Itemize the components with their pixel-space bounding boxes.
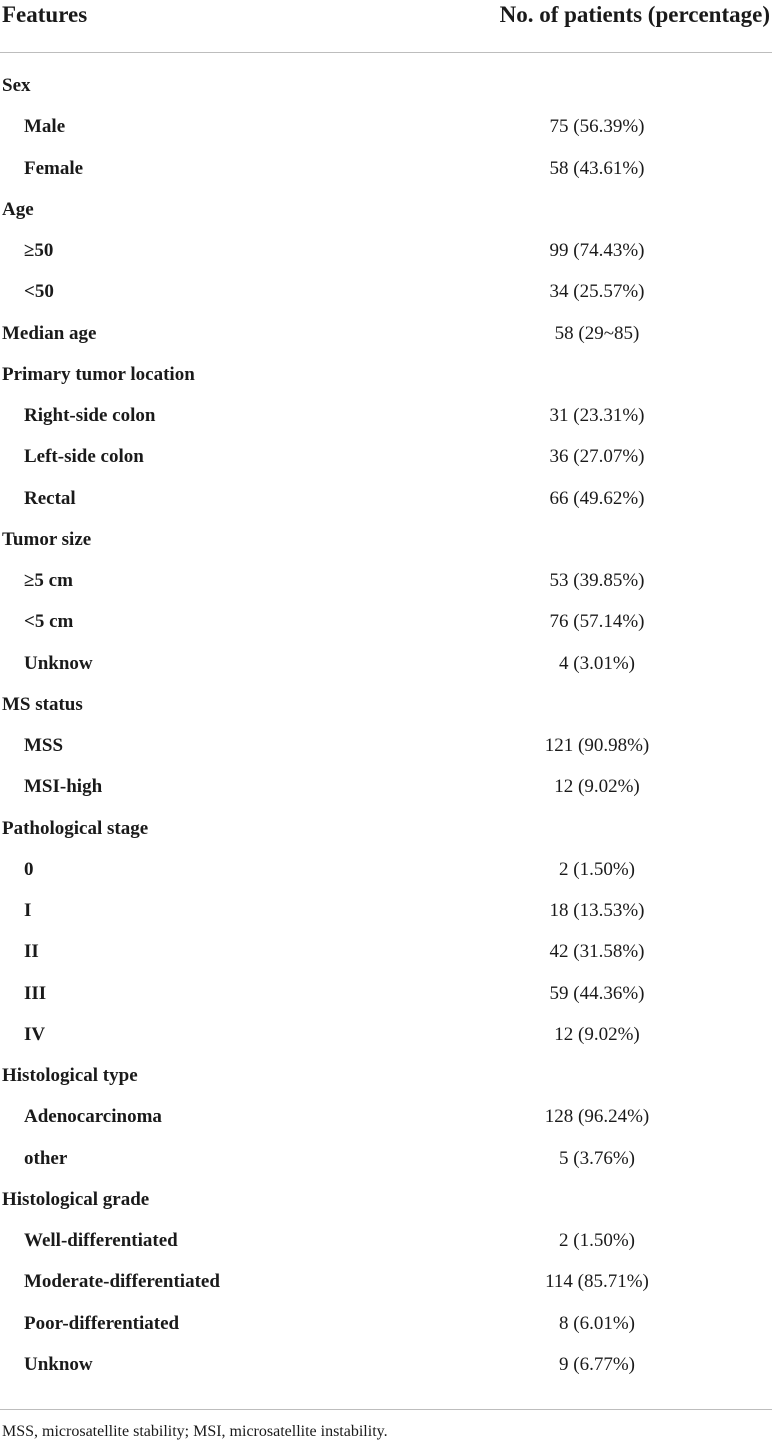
table-row [0,891,772,932]
row-label: Adenocarcinoma [24,1106,162,1128]
row-label: Well-differentiated [24,1230,178,1251]
group-label: Histological type [2,1065,138,1086]
row-value: 114 (85.71%) [545,1271,649,1293]
table-row [0,437,772,478]
row-label: Right-side colon [24,405,156,426]
patients-column-header: No. of patients (percentage) [499,2,770,27]
row-label: Female [24,157,84,179]
row-label: Male [24,116,66,138]
row-value: 53 (39.85%) [549,570,645,591]
table-row [0,1139,772,1180]
row-label: Rectal [24,487,76,509]
features-column-header: Features [2,2,88,27]
row-value: 58 (43.61%) [549,157,645,179]
table-group-row [0,66,772,107]
row-value: 2 (1.50%) [559,858,635,880]
row-value: 12 (9.02%) [554,776,640,798]
row-value: 66 (49.62%) [549,487,645,509]
table-row [0,1345,772,1386]
group-label: Age [2,198,34,220]
row-value: 9 (6.77%) [559,1353,635,1375]
row-value: 5 (3.76%) [559,1147,635,1169]
table-row [0,272,772,313]
row-value: 42 (31.58%) [549,941,645,963]
table-row [0,1015,772,1056]
table-row [0,149,772,190]
row-value: 59 (44.36%) [549,982,645,1004]
table-group-row [0,1180,772,1221]
row-value: 2 (1.50%) [559,1230,635,1251]
group-label: Histological grade [2,1188,150,1210]
group-label: Sex [2,75,31,96]
table-row [0,602,772,643]
row-value: 31 (23.31%) [549,405,645,426]
group-label: MS status [2,693,83,715]
table-group-row [0,355,772,396]
row-value: 58 (29~85) [554,322,640,344]
row-label: Unknow [24,1353,93,1375]
row-value: 8 (6.01%) [559,1312,635,1334]
table-row [0,107,772,148]
table-row [0,767,772,808]
table-row [0,850,772,891]
row-value: 4 (3.01%) [559,652,635,674]
row-label: other [24,1147,68,1169]
table-row [0,231,772,272]
row-label: IV [24,1023,46,1045]
table-row [0,396,772,437]
row-label: <50 [24,281,54,303]
row-label: Poor-differentiated [24,1312,180,1334]
row-value: 34 (25.57%) [549,281,645,303]
table-row [0,1221,772,1262]
row-label: ≥5 cm [24,570,73,591]
table-row [0,726,772,767]
table-row [0,561,772,602]
row-value: 121 (90.98%) [544,735,650,756]
row-label: I [24,900,32,921]
row-value: 128 (96.24%) [544,1106,650,1128]
table-group-row [0,520,772,561]
row-value: 18 (13.53%) [549,900,645,921]
row-value: 36 (27.07%) [549,446,645,468]
row-value: 75 (56.39%) [549,116,645,138]
table-row [0,1304,772,1345]
table-group-row [0,685,772,726]
group-label: Primary tumor location [2,363,195,385]
row-label: MSI-high [24,776,103,798]
table-header [0,0,772,53]
group-label: Pathological stage [2,817,149,839]
row-label: Moderate-differentiated [24,1271,220,1293]
row-label: Unknow [24,652,93,674]
table-row [0,1262,772,1303]
row-value: 76 (57.14%) [549,611,645,633]
table-group-row [0,809,772,850]
row-label: MSS [24,735,64,756]
row-label: <5 cm [24,611,74,633]
row-label: II [24,941,39,963]
table-bottom-rule [0,1409,772,1410]
row-label: Left-side colon [24,446,144,468]
table-row [0,479,772,520]
table-footnote: MSS, microsatellite stability; MSI, microsatellite instability. [2,1423,388,1440]
table-group-row [0,314,772,355]
row-label: 0 [24,858,34,880]
table-row [0,1097,772,1138]
group-label: Median age [2,322,97,344]
row-label: ≥50 [24,240,54,261]
table-row [0,932,772,973]
table-row [0,644,772,685]
table-group-row [0,190,772,231]
row-value: 12 (9.02%) [554,1023,640,1045]
row-label: III [24,982,47,1004]
row-value: 99 (74.43%) [549,240,645,261]
table-group-row [0,1056,772,1097]
table-row [0,974,772,1015]
group-label: Tumor size [2,528,92,550]
table-body [0,66,772,1386]
